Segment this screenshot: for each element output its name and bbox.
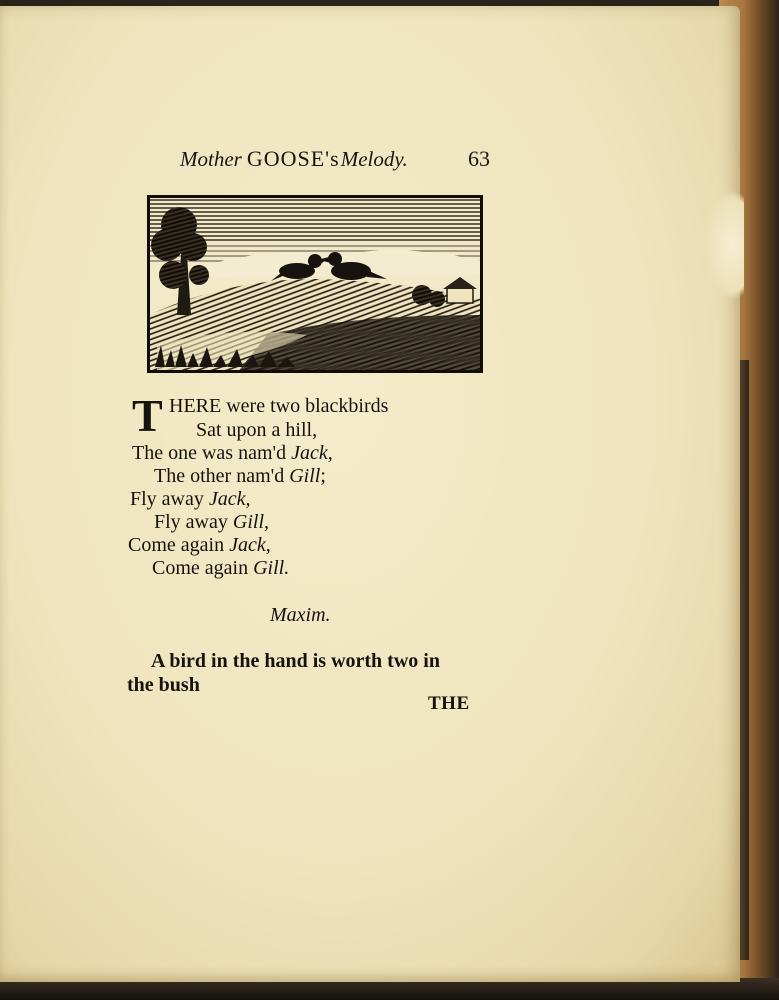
maxim-heading: Maxim. [270, 604, 331, 626]
page-number: 63 [468, 146, 490, 171]
maxim-line-1: A bird in the hand is worth two in [151, 650, 440, 672]
verse-line-8-name: Gill. [253, 557, 290, 579]
verse-line-6-text: Fly away [154, 511, 233, 533]
woodcut-two-blackbirds-on-hill-icon [147, 195, 483, 373]
verse-line-5 [130, 487, 251, 511]
verse-line-3 [132, 441, 333, 465]
verse-line-3-name: Jack, [291, 442, 333, 464]
verse-line-1 [169, 394, 388, 418]
verse-line-2-text: Sat upon a hill, [196, 419, 318, 441]
running-head-italic-1: Mother [180, 147, 242, 171]
verse-line-8-text: Come again [152, 557, 254, 579]
page-tear [702, 190, 744, 300]
verse-line-7 [128, 533, 271, 557]
running-head-italic-2: Melody. [340, 147, 408, 171]
verse-line-1-text: HERE were two blackbirds [169, 395, 389, 417]
running-head-caps: GOOSE's [246, 146, 340, 171]
verse-line-7-name: Jack, [229, 534, 271, 556]
verse-line-3-text: The one was nam'd [132, 442, 292, 464]
maxim-line-2: the bush [127, 674, 200, 696]
woodcut-illustration [147, 195, 483, 373]
verse-line-4-punct: ; [320, 465, 326, 487]
verse-line-5-text: Fly away [130, 488, 209, 510]
verse-line-6-name: Gill, [232, 511, 270, 533]
running-head [180, 146, 490, 176]
verse-line-2 [196, 418, 317, 442]
verse-line-4-name: Gill [289, 465, 321, 487]
verse-line-5-name: Jack, [208, 488, 251, 510]
verse-line-4 [154, 464, 326, 488]
verse-line-7-text: Come again [128, 534, 230, 556]
verse-line-8 [152, 556, 289, 580]
drop-cap: T [132, 390, 163, 441]
verse-line-4-text: The other nam'd [154, 465, 290, 487]
verse-line-6 [154, 510, 269, 534]
catchword: THE [428, 693, 470, 714]
